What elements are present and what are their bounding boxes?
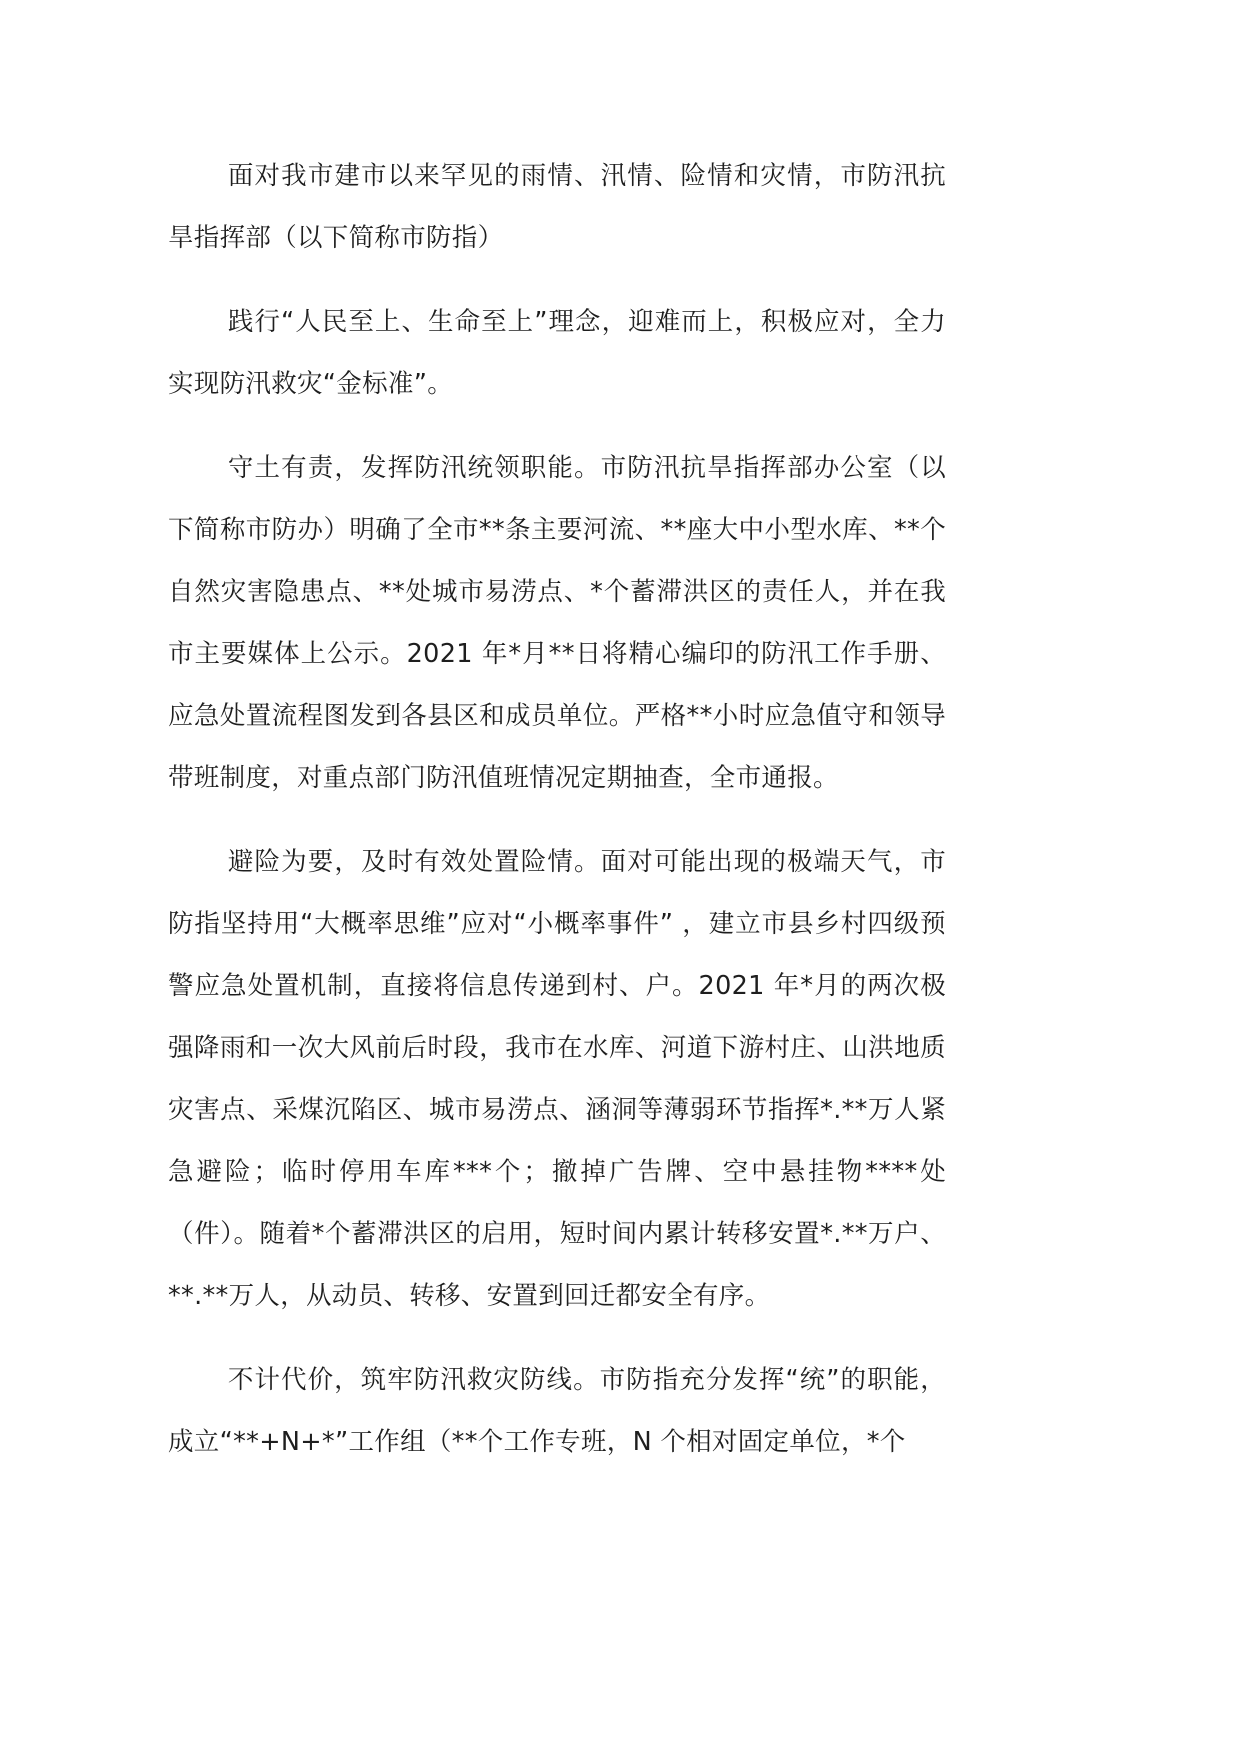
paragraph-3: 守土有责，发挥防汛统领职能。市防汛抗旱指挥部办公室（以下简称市防办）明确了全市**条主要河流、**座大中小型水库、**个自然灾害隐患点、**处城市易涝点、*个蓄滞洪区的责任人，并在我市主要媒体上公示。2021 年*月**日将精心编印的防汛工作手册、应急处置流程图发到各县区和成员单位。严格**小时应急值守和领导带班制度，对重点部门防汛值班情况定期抽查，全市通报。 xyxy=(168,453,946,793)
document-page xyxy=(168,145,946,1495)
paragraph-5: 不计代价，筑牢防汛救灾防线。市防指充分发挥“统”的职能，成立“**+N+*”工作组（**个工作专班，N 个相对固定单位，*个 xyxy=(168,1365,946,1457)
paragraph-2: 践行“人民至上、生命至上”理念，迎难而上，积极应对，全力实现防汛救灾“金标准”。 xyxy=(168,307,946,399)
paragraph-1: 面对我市建市以来罕见的雨情、汛情、险情和灾情，市防汛抗旱指挥部（以下简称市防指） xyxy=(168,161,946,253)
paragraph-4: 避险为要，及时有效处置险情。面对可能出现的极端天气，市防指坚持用“大概率思维”应对“小概率事件” ，建立市县乡村四级预警应急处置机制，直接将信息传递到村、户。2021 年*月的两次极强降雨和一次大风前后时段，我市在水库、河道下游村庄、山洪地质灾害点、采煤沉陷区、城市易涝点、涵洞等薄弱环节指挥*.**万人紧急避险；临时停用车库***个；撤掉广告牌、空中悬挂物****处（件）。随着*个蓄滞洪区的启用，短时间内累计转移安置*.**万户、**.**万人，从动员、转移、安置到回迁都安全有序。 xyxy=(168,847,946,1311)
